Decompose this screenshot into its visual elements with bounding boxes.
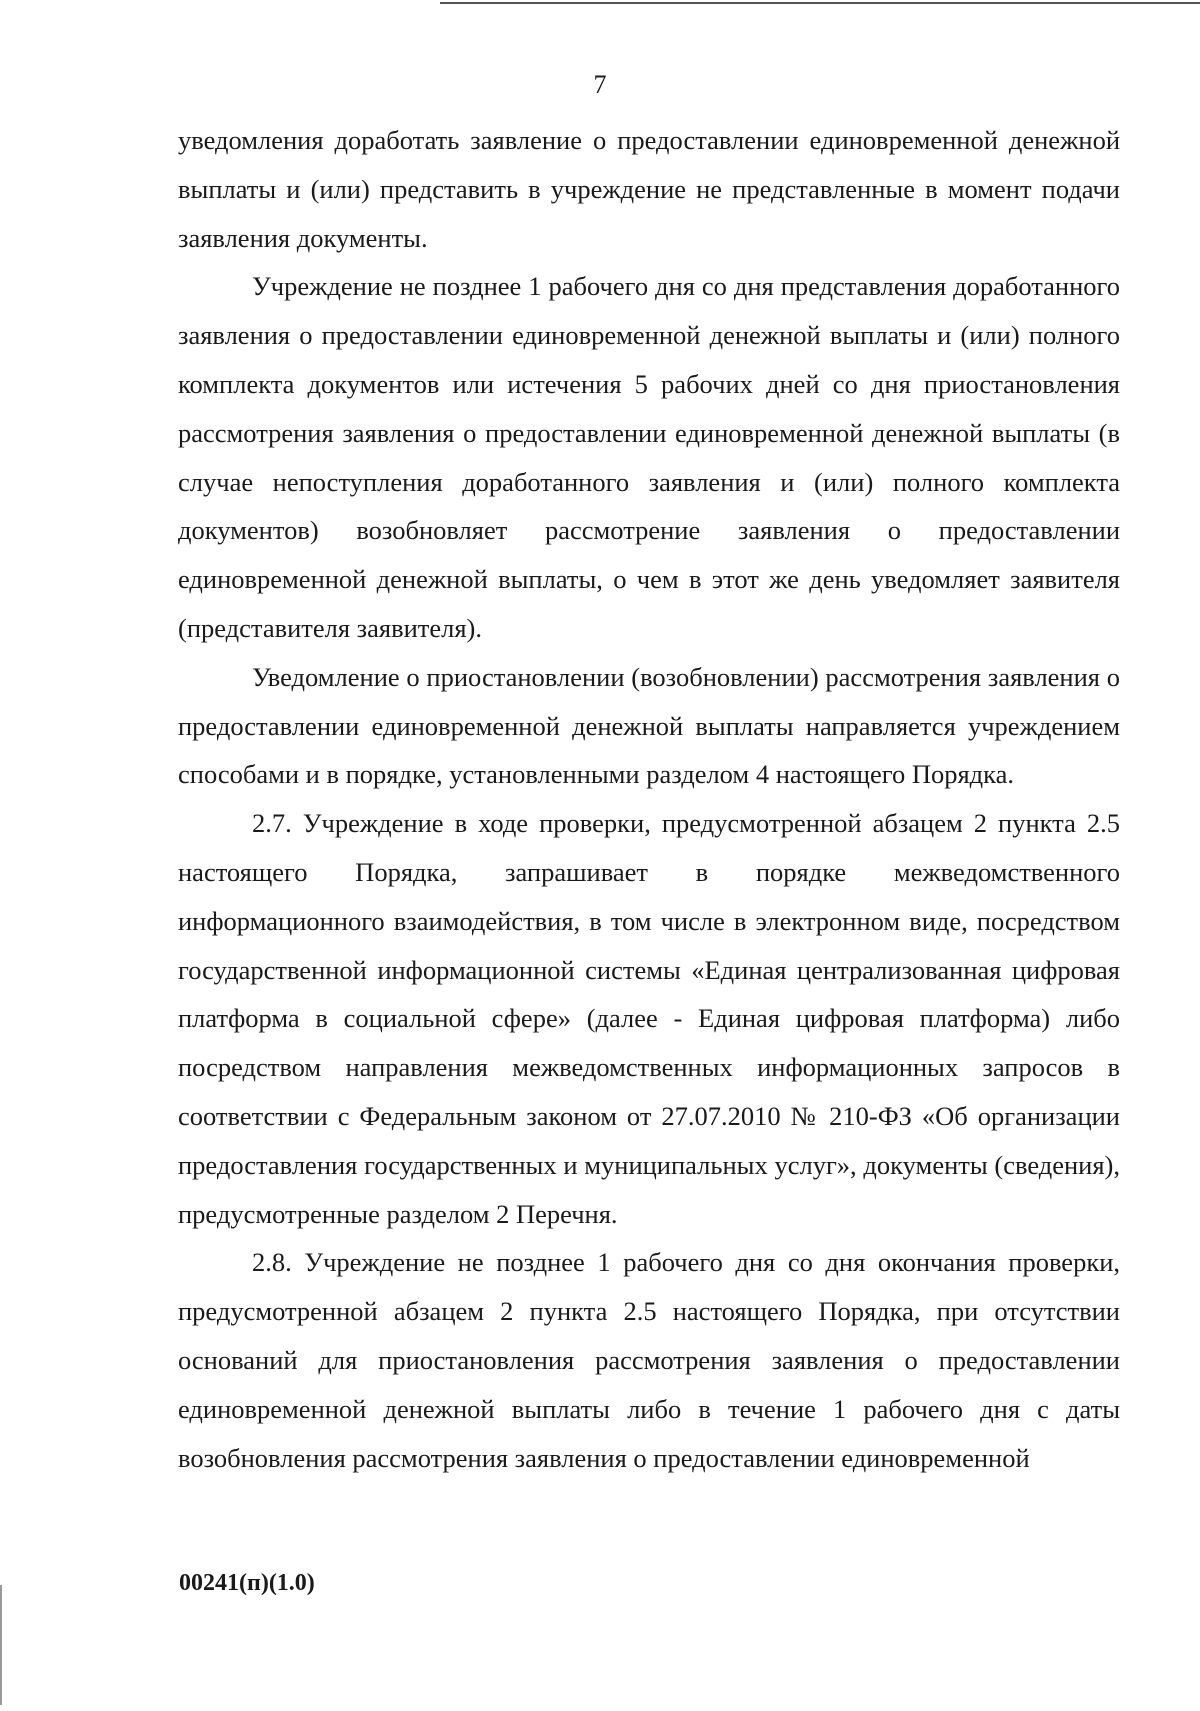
document-body — [178, 116, 1120, 1482]
paragraph-continuation: уведомления доработать заявление о предоставлении единовременной денежной выплаты и (или) представить в учреждение не представленные в момент подачи заявления документы. — [178, 125, 1120, 253]
paragraph-2-7: 2.7. Учреждение в ходе проверки, предусмотренной абзацем 2 пункта 2.5 настоящего Порядка, запрашивает в порядке межведомственного информационного взаимодействия, в том числе в электронном виде, посредством государственной информационной системы «Единая централизованная цифровая платформа в социальной сфере» (далее - Единая цифровая платформа) либо посредством направления межведомственных информационных запросов в соответствии с Федеральным законом от 27.07.2010 № 210-ФЗ «Об организации предоставления государственных и муниципальных услуг», документы (сведения), предусмотренные разделом 2 Перечня. — [178, 808, 1120, 1229]
top-border-line — [440, 2, 1200, 4]
page-number: 7 — [593, 70, 607, 99]
paragraph-notification: Уведомление о приостановлении (возобновлении) рассмотрения заявления о предоставлении единовременной денежной выплаты направляется учреждением способами и в порядке, установленными разделом 4 настоящего Порядка. — [178, 661, 1120, 790]
paragraph-2-8: 2.8. Учреждение не позднее 1 рабочего дня со дня окончания проверки, предусмотренной абзацем 2 пункта 2.5 настоящего Порядка, при отсутствии оснований для приостановления рассмотрения заявления о предоставлении единовременной денежной выплаты либо в течение 1 рабочего дня с даты возобновления рассмотрения заявления о предоставлении единовременной — [178, 1247, 1120, 1473]
scan-edge-mark — [0, 1585, 2, 1705]
document-code: 00241(п)(1.0) — [179, 1570, 315, 1596]
paragraph-resumption: Учреждение не позднее 1 рабочего дня со дня представления доработанного заявления о предоставлении единовременной денежной выплаты и (или) полного комплекта документов или истечения 5 рабочих дней со дня приостановления рассмотрения заявления о предоставлении единовременной денежной выплаты (в случае непоступления доработанного заявления и (или) полного комплекта документов) возобновляет рассмотрение заявления о предоставлении единовременной денежной выплаты, о чем в этот же день уведомляет заявителя (представителя заявителя). — [178, 271, 1120, 643]
